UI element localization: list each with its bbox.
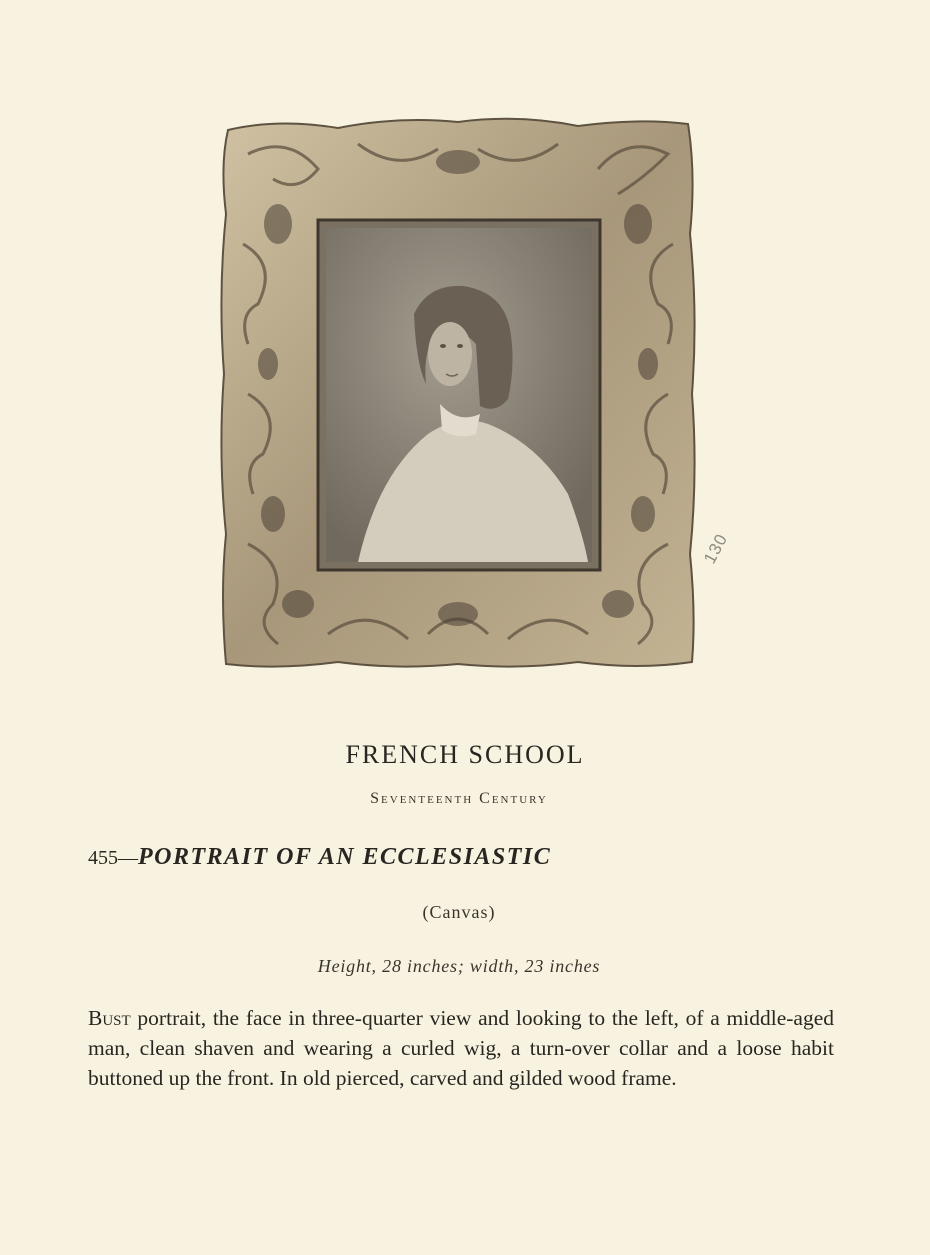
artist-school-heading: FRENCH SCHOOL bbox=[345, 740, 585, 769]
medium-label: (Canvas) bbox=[422, 902, 496, 922]
description-lead: Bust bbox=[88, 1006, 131, 1030]
lot-title bbox=[88, 844, 551, 871]
description-text: portrait, the face in three-quarter view and looking to the left, of a middle-aged man, clean shaven and wearing a curled wig, a turn-over collar and a loose habit buttoned up the front. In old pierced, carved and gilded wood frame. bbox=[88, 1006, 834, 1090]
framed-portrait-image bbox=[218, 114, 698, 670]
handwritten-margin-note: 130 bbox=[700, 530, 732, 567]
dimensions-label: Height, 28 inches; width, 23 inches bbox=[317, 956, 601, 976]
lot-description bbox=[88, 1003, 834, 1093]
lot-number: 455— bbox=[88, 847, 138, 869]
lot-name: PORTRAIT OF AN ECCLESIASTIC bbox=[138, 844, 552, 870]
century-subheading: Seventeenth Century bbox=[370, 790, 548, 807]
